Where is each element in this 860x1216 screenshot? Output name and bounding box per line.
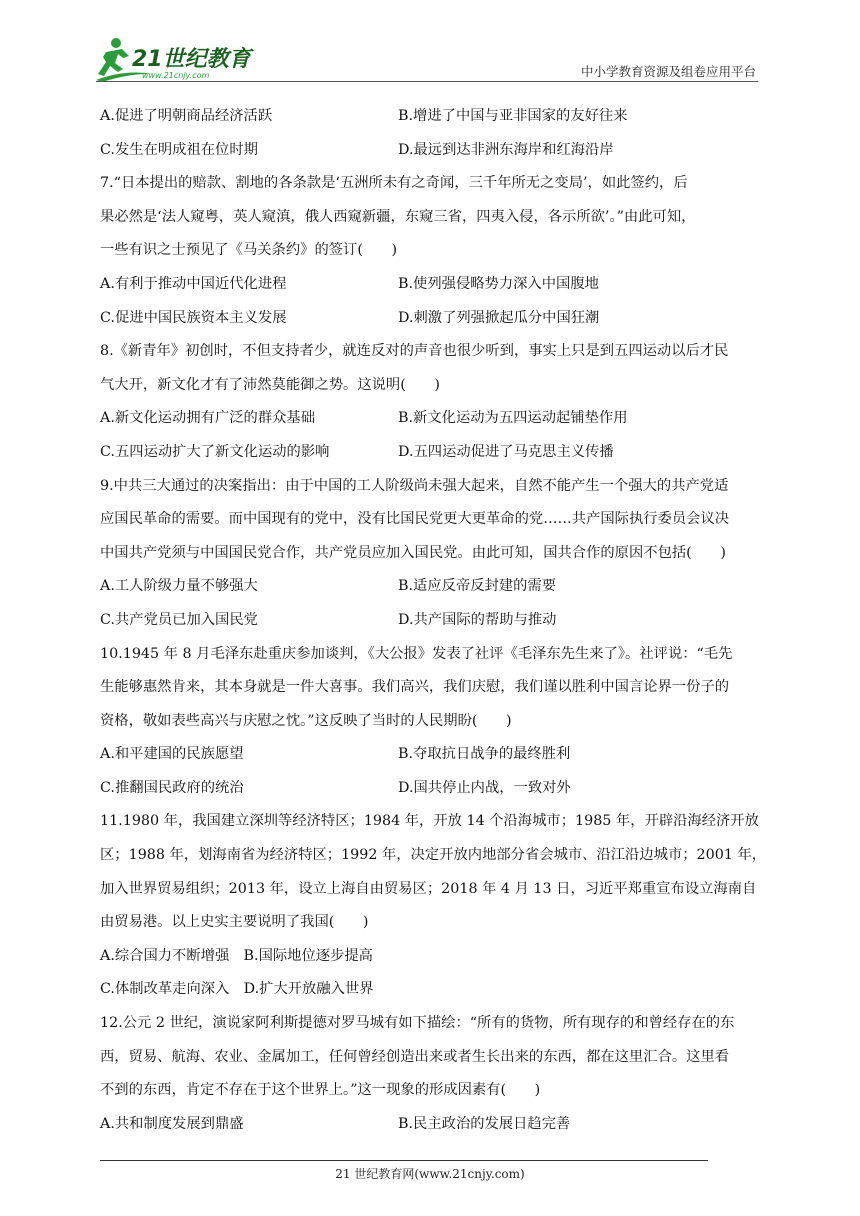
question-12-text: 12.公元 2 世纪，演说家阿利斯提德对罗马城有如下描绘：“所有的货物，所有现存的和曾经存在的东 xyxy=(100,1015,735,1032)
option-d: D.共产国际的帮助与推动 xyxy=(398,611,557,628)
question-10-text: 生能够惠然肯来，其本身就是一件大喜事。我们高兴，我们庆慰，我们谨以胜利中国言论界一份子的 xyxy=(100,679,730,696)
option-row xyxy=(100,738,768,772)
question-8-text: 8.《新青年》初创时，不但支持者少，就连反对的声音也很少听到，事实上只是到五四运动以后才民 xyxy=(100,343,729,360)
option-row xyxy=(100,268,768,302)
option-d: D.刺激了列强掀起瓜分中国狂潮 xyxy=(398,309,600,326)
question-10-text: 10.1945 年 8 月毛泽东赴重庆参加谈判，《大公报》发表了社评《毛泽东先生来了》。社评说：“毛先 xyxy=(100,645,733,662)
option-a: A.工人阶级力量不够强大 xyxy=(100,578,258,595)
platform-name: 中小学教育资源及组卷应用平台 xyxy=(580,64,756,79)
option-row xyxy=(100,772,768,806)
question-12-text: 不到的东西，肯定不存在于这个世界上。”这一现象的形成因素有( ) xyxy=(100,1082,541,1099)
option-a: A.和平建国的民族愿望 xyxy=(100,746,244,763)
option-c: C.推翻国民政府的统治 xyxy=(100,779,244,796)
question-12-text: 西，贸易、航海、农业、金属加工，任何曾经创造出来或者生长出来的东西，都在这里汇合。这里看 xyxy=(100,1048,730,1065)
option-row xyxy=(100,1108,768,1142)
question-7-text: 果必然是‘法人窥粤，英人窥滇，俄人西窥新疆，东窥三省，四夷入侵，各示所欲’。”由此可知， xyxy=(100,208,696,225)
question-7-text: 7.“日本提出的赔款、割地的各条款是‘五洲所未有之奇闻，三千年所无之变局’，如此签约，后 xyxy=(100,175,688,192)
option-a: A.新文化运动拥有广泛的群众基础 xyxy=(100,410,316,427)
question-11-text: 加入世界贸易组织；2013 年，设立上海自由贸易区；2018 年 4 月 13 日，习近平郑重宣布设立海南自 xyxy=(100,880,757,897)
question-10-text: 资格，敬如表些高兴与庆慰之忱。”这反映了当时的人民期盼( ) xyxy=(100,712,512,729)
option-b: B.民主政治的发展日趋完善 xyxy=(398,1115,571,1132)
option-b: B.增进了中国与亚非国家的友好往来 xyxy=(398,108,628,124)
question-9-text: 中国共产党须与中国国民党合作，共产党员应加入国民党。由此可知，国共合作的原因不包括( ) xyxy=(100,544,726,561)
option-b: B.适应反帝反封建的需要 xyxy=(398,578,557,595)
logo-text: 21世纪教育 xyxy=(132,47,251,72)
option-d: D.五四运动促进了马克思主义传播 xyxy=(398,443,614,460)
page-footer: 21 世纪教育网(www.21cnjy.com) xyxy=(335,1167,525,1181)
question-8-text: 气大开，新文化才有了沛然莫能御之势。这说明( ) xyxy=(100,376,440,393)
option-a: A.共和制度发展到鼎盛 xyxy=(100,1115,244,1132)
option-b: B.新文化运动为五四运动起铺垫作用 xyxy=(398,410,628,427)
option-c: C.促进中国民族资本主义发展 xyxy=(100,309,287,326)
option-c: C.五四运动扩大了新文化运动的影响 xyxy=(100,443,330,460)
option-row: A.综合国力不断增强 B.国际地位逐步提高 xyxy=(100,947,373,964)
option-d: D.国共停止内战，一致对外 xyxy=(398,779,571,796)
question-9-text: 9.中共三大通过的决案指出：由于中国的工人阶级尚未强大起来，自然不能产生一个强大的共产党适 xyxy=(100,477,729,494)
option-row xyxy=(100,302,768,336)
option-b: B.夺取抗日战争的最终胜利 xyxy=(398,746,571,763)
logo-21cnjy xyxy=(96,36,256,82)
option-row xyxy=(100,100,768,134)
logo-url: www.21cnjy.com xyxy=(142,71,210,80)
question-11-text: 由贸易港。以上史实主要说明了我国( ) xyxy=(100,914,369,931)
question-9-text: 应国民革命的需要。而中国现有的党中，没有比国民党更大更革命的党……共产国际执行委员会议决 xyxy=(100,511,730,528)
question-11-text: 11.1980 年，我国建立深圳等经济特区；1984 年，开放 14 个沿海城市；1985 年，开辟沿海经济开放 xyxy=(100,813,759,830)
question-11-text: 区；1988 年，划海南省为经济特区；1992 年，决定开放内地部分省会城市、沿江沿边城市；2001 年， xyxy=(100,847,767,864)
option-row xyxy=(100,436,768,470)
header-divider xyxy=(96,81,758,82)
question-7-text: 一些有识之士预见了《马关条约》的签订( ) xyxy=(100,242,398,259)
footer-divider xyxy=(100,1160,708,1161)
option-row: C.体制改革走向深入 D.扩大开放融入世界 xyxy=(100,981,374,998)
option-row xyxy=(100,570,768,604)
option-b: B.使列强侵略势力深入中国腹地 xyxy=(398,275,599,292)
option-d: D.最远到达非洲东海岸和红海沿岸 xyxy=(398,141,614,158)
option-c: C.发生在明成祖在位时期 xyxy=(100,141,258,158)
option-c: C.共产党员已加入国民党 xyxy=(100,611,258,628)
page-header xyxy=(96,30,758,82)
option-row xyxy=(100,134,768,168)
exam-content xyxy=(100,100,768,1141)
option-row xyxy=(100,604,768,638)
option-a: A.促进了明朝商品经济活跃 xyxy=(100,108,273,124)
option-row xyxy=(100,402,768,436)
option-a: A.有利于推动中国近代化进程 xyxy=(100,275,287,292)
